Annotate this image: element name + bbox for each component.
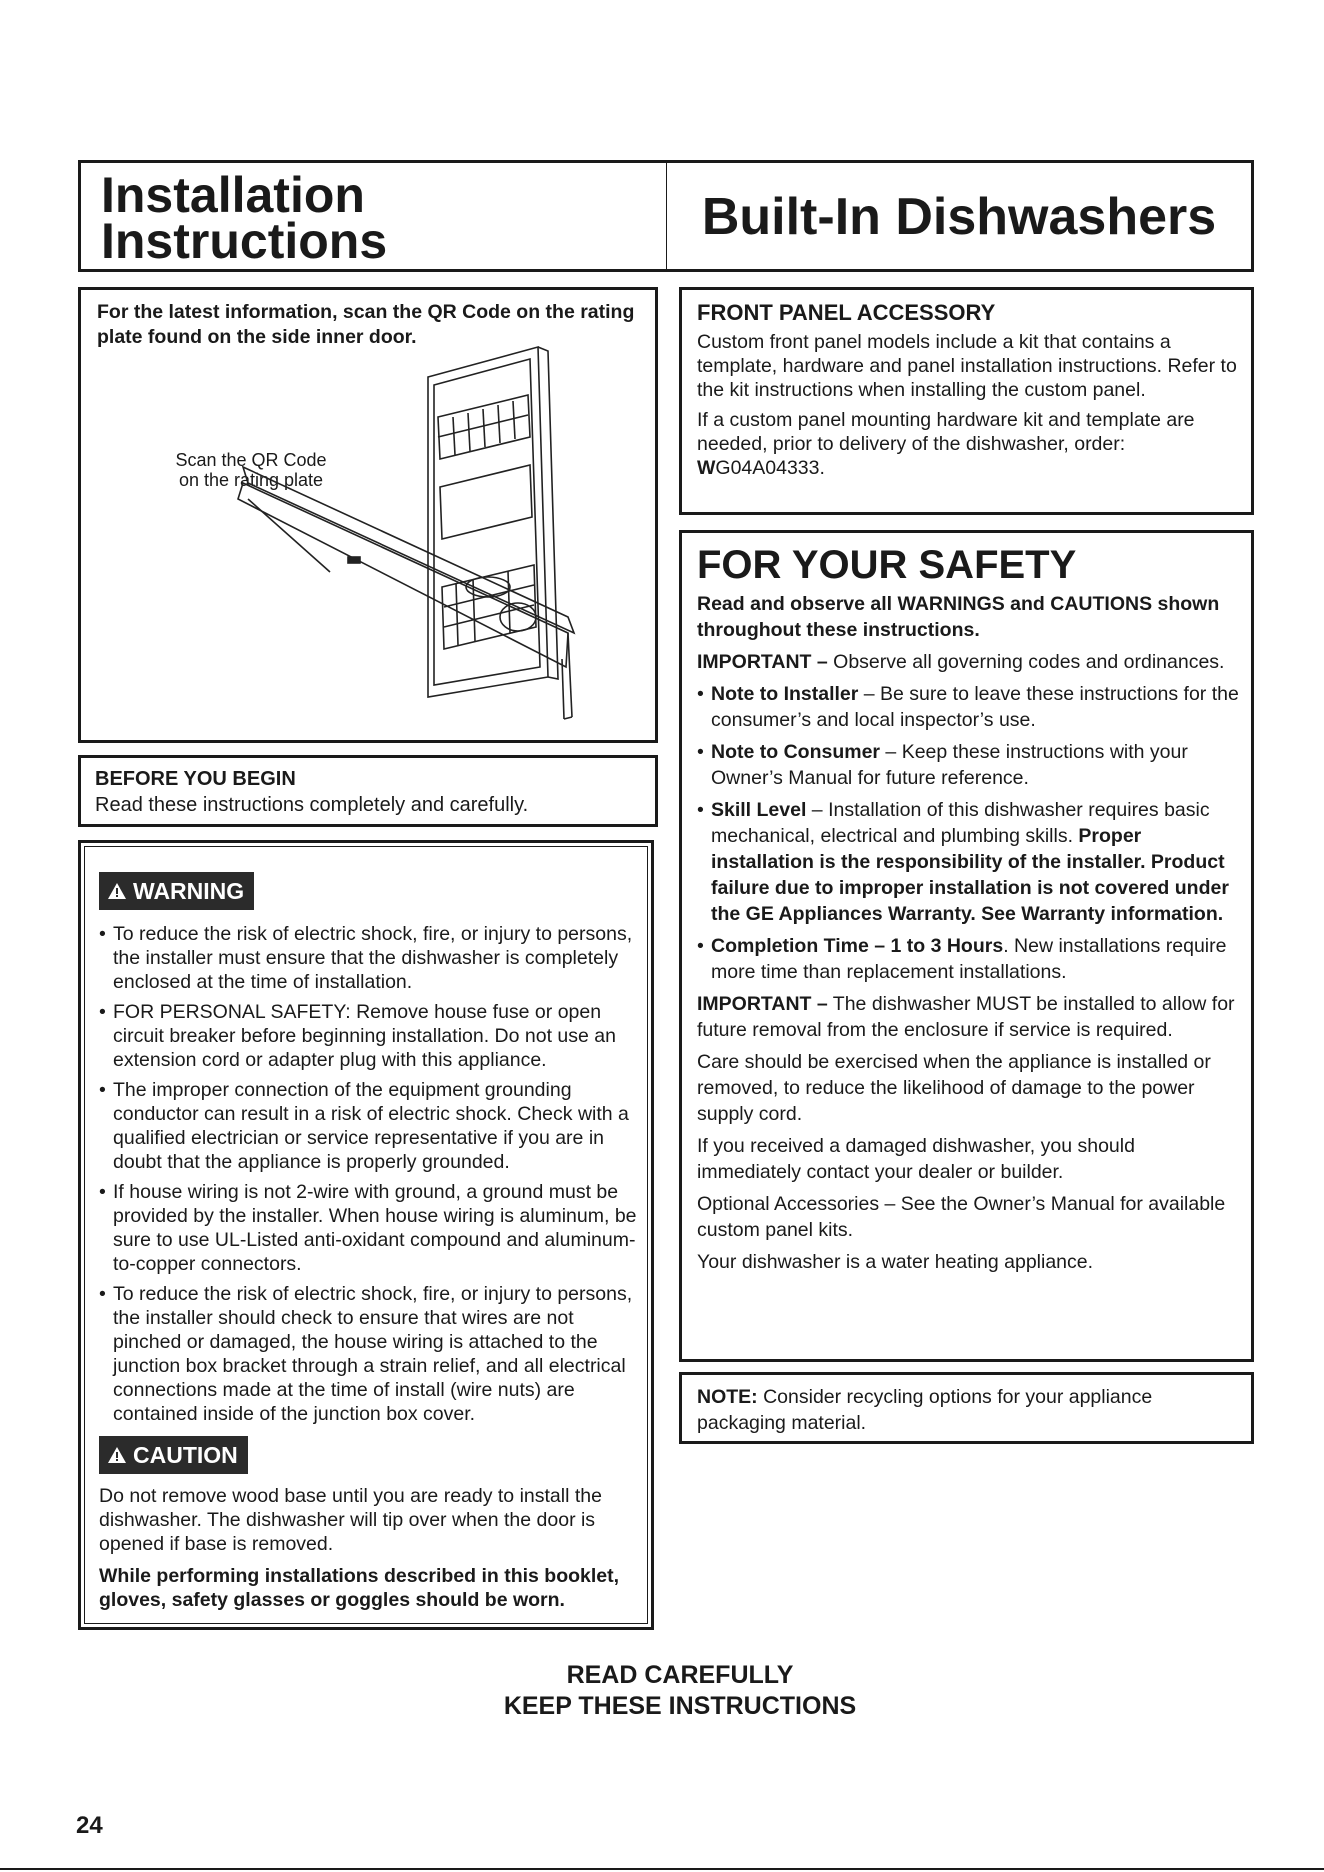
safety-item-consumer <box>697 739 1243 791</box>
note-consumer-text: – Keep these instructions with your Owner’s Manual for future reference. <box>711 741 1188 789</box>
safety-item-installer <box>697 681 1243 733</box>
qr-code-text: For the latest information, scan the QR Code on the rating plate found on the side inner door. <box>97 301 635 348</box>
caution-triangle-icon <box>107 1446 127 1464</box>
optional-accessories-text: Optional Accessories – See the Owner’s Manual for available custom panel kits. <box>697 1193 1226 1241</box>
caution-text: Do not remove wood base until you are ready to install the dishwasher. The dishwasher will tip over when the door is opened if base is removed. <box>99 1485 602 1555</box>
warning-item: • If house wiring is not 2-wire with ground, a ground must be provided by the installer. When house wiring is aluminum, be sure to use UL-Listed anti-oxidant compound and aluminum-to-copper connectors. <box>99 1180 639 1276</box>
note-box <box>679 1372 1254 1444</box>
safety-content <box>697 543 1243 1275</box>
front-panel-content <box>697 300 1241 480</box>
front-panel-para-1: Custom front panel models include a kit that contains a template, hardware and panel installation instructions. Refer to the kit instructions when installing the custom panel. <box>697 331 1237 401</box>
warning-triangle-icon <box>107 882 127 900</box>
warning-badge <box>99 872 254 910</box>
warning-label: WARNING <box>133 878 245 904</box>
caution-bold-text: While performing installations described in this booklet, gloves, safety glasses or goggles should be worn. <box>99 1565 620 1611</box>
warning-item: • FOR PERSONAL SAFETY: Remove house fuse or open circuit breaker before beginning installation. Do not use an extension cord or adapter plug with this appliance. <box>99 1000 639 1072</box>
safety-item-completion <box>697 933 1243 985</box>
order-number: G04A04333. <box>715 457 825 479</box>
qr-callout-line-1: Scan the QR Code <box>175 450 327 470</box>
bottom-rule <box>0 1868 1324 1870</box>
front-panel-heading: FRONT PANEL ACCESSORY <box>697 300 996 325</box>
page-title <box>101 167 388 269</box>
qr-code-box <box>78 287 658 743</box>
skill-level-bold: Proper installation is the responsibility of the installer. Product failure due to improper installation is not covered under the GE Appliances Warranty. See Warranty information. <box>711 825 1229 925</box>
warning-content <box>99 872 639 1612</box>
header-right-box <box>666 160 1254 272</box>
before-you-begin-box <box>78 755 658 827</box>
note-consumer-label: Note to Consumer <box>711 741 881 763</box>
product-title: Built-In Dishwashers <box>701 188 1217 246</box>
before-you-begin-text: Read these instructions completely and carefully. <box>95 794 529 816</box>
warning-item: • To reduce the risk of electric shock, fire, or injury to persons, the installer should check to ensure that wires are not pinched or damaged, the house wiring is attached to the junction box bracket through a strain relief, and all electrical connections made at the time of install (wire nuts) are contained inside of the junction box cover. <box>99 1282 639 1426</box>
caution-badge <box>99 1436 248 1474</box>
important-1-text: Observe all governing codes and ordinances. <box>827 651 1225 673</box>
front-panel-order-text: If a custom panel mounting hardware kit and template are needed, prior to delivery of the dishwasher, order: <box>697 409 1195 455</box>
safety-heading: FOR YOUR SAFETY <box>697 543 1077 587</box>
completion-time-text: . New installations require more time than replacement installations. <box>711 935 1227 983</box>
important-2-label: IMPORTANT – <box>697 993 828 1015</box>
footer-read-carefully <box>360 1660 1000 1722</box>
footer-line-1: READ CAREFULLY <box>566 1661 794 1689</box>
page-number: 24 <box>76 1812 103 1839</box>
note-label: NOTE: <box>697 1386 758 1408</box>
note-installer-label: Note to Installer <box>711 683 859 705</box>
front-panel-para-2 <box>697 408 1241 480</box>
warning-item: • To reduce the risk of electric shock, fire, or injury to persons, the installer must ensure that the dishwasher is completely enclosed at the time of installation. <box>99 922 639 994</box>
warning-list <box>99 922 639 1426</box>
footer-line-2: KEEP THESE INSTRUCTIONS <box>503 1692 857 1720</box>
warning-box <box>78 840 654 1630</box>
title-line-2: Instructions <box>101 213 388 269</box>
safety-box <box>679 530 1254 1362</box>
note-installer-text: – Be sure to leave these instructions for the consumer’s and local inspector’s use. <box>711 683 1239 731</box>
skill-level-label: Skill Level <box>711 799 807 821</box>
before-you-begin-heading: BEFORE YOU BEGIN <box>95 768 296 790</box>
before-you-begin-content <box>95 768 645 817</box>
note-body: Consider recycling options for your appliance packaging material. <box>697 1386 1153 1434</box>
important-1 <box>697 649 1243 675</box>
important-1-label: IMPORTANT – <box>697 651 828 673</box>
note-text <box>697 1384 1241 1436</box>
care-text: Care should be exercised when the appliance is installed or removed, to reduce the likelihood of damage to the power supply cord. <box>697 1051 1211 1125</box>
safety-intro: Read and observe all WARNINGS and CAUTIONS shown throughout these instructions. <box>697 593 1220 641</box>
order-number-prefix: W <box>697 457 716 479</box>
qr-callout-line-2: on the rating plate <box>178 470 324 490</box>
important-2 <box>697 991 1243 1043</box>
safety-list <box>697 681 1243 985</box>
front-panel-box <box>679 287 1254 515</box>
damaged-text: If you received a damaged dishwasher, you should immediately contact your dealer or builder. <box>697 1135 1135 1183</box>
skill-level-text: – Installation of this dishwasher requires basic mechanical, electrical and plumbing skills. <box>711 799 1210 847</box>
completion-time-label: Completion Time – 1 to 3 Hours <box>711 935 1004 957</box>
dishwasher-illustration <box>78 287 658 743</box>
tub-body <box>428 347 548 697</box>
header-left-box <box>78 160 668 272</box>
warning-item: • The improper connection of the equipment grounding conductor can result in a risk of electric shock. Check with a qualified electrician or service representative if you are in doubt that the appliance is properly grounded. <box>99 1078 639 1174</box>
title-line-1: Installation <box>101 167 365 223</box>
safety-item-skill <box>697 797 1243 927</box>
important-2-text: The dishwasher MUST be installed to allow for future removal from the enclosure if service is required. <box>697 993 1235 1041</box>
caution-label: CAUTION <box>133 1442 238 1468</box>
water-heating-text: Your dishwasher is a water heating appliance. <box>697 1251 1094 1273</box>
